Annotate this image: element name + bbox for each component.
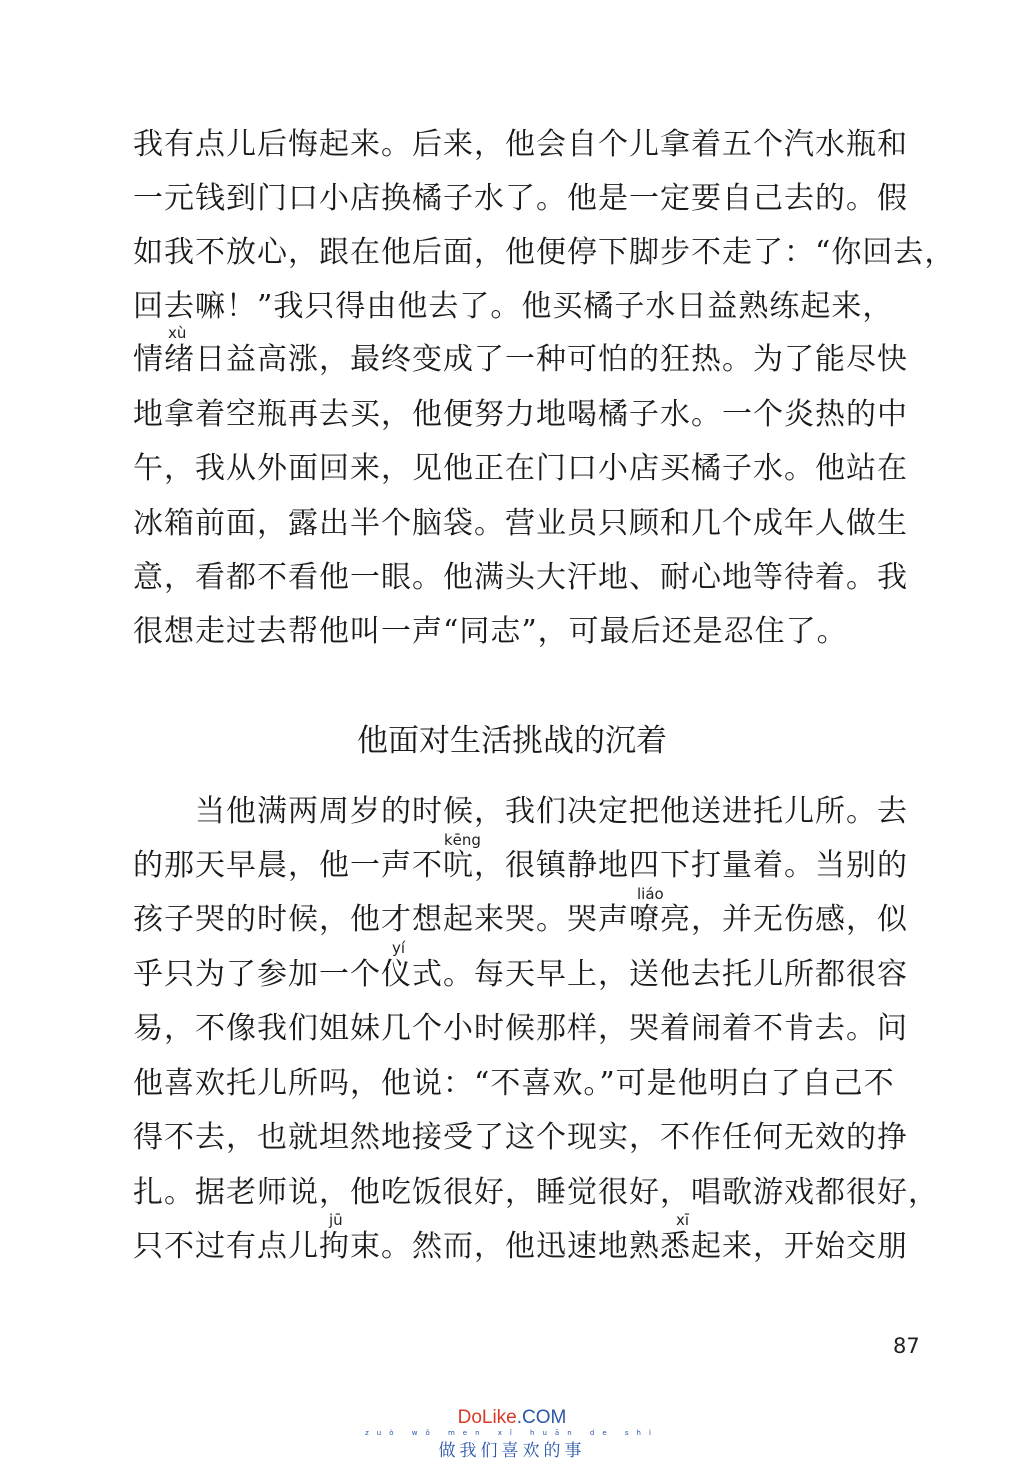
pinyin-annotation: yí <box>392 939 406 957</box>
text-line: 很想走过去帮他叫一声“同志”，可最后还是忍住了。 <box>133 614 848 649</box>
section-heading: 他面对生活挑战的沉着 <box>357 723 667 759</box>
brand-logo <box>0 1407 1024 1429</box>
text-line: 只不过有点儿拘束。然而，他迅速地熟悉起来，开始交朋 <box>133 1229 908 1264</box>
brand-domain: .COM <box>516 1407 567 1428</box>
text-line: 易，不像我们姐妹几个小时候那样，哭着闹着不肯去。问 <box>133 1011 908 1046</box>
text-line: 情绪日益高涨，最终变成了一种可怕的狂热。为了能尽快 <box>133 342 908 377</box>
pinyin-annotation: xù <box>168 324 187 342</box>
page-number: 87 <box>893 1334 920 1358</box>
text-line: 一元钱到门口小店换橘子水了。他是一定要自己去的。假 <box>133 181 908 216</box>
text-line: 得不去，也就坦然地接受了这个现实，不作任何无效的挣 <box>133 1120 908 1155</box>
text-line: 回去嘛！”我只得由他去了。他买橘子水日益熟练起来， <box>133 289 894 324</box>
brand-pinyin: zuò wǒ men xǐ huān de shì <box>365 1429 659 1437</box>
text-line: 他喜欢托儿所吗，他说：“不喜欢。”可是他明白了自己不 <box>133 1066 895 1101</box>
text-line: 午，我从外面回来，见他正在门口小店买橘子水。他站在 <box>133 451 908 486</box>
text-line: 当他满两周岁的时候，我们决定把他送进托儿所。去 <box>133 794 908 829</box>
text-line: 的那天早晨，他一声不吭，很镇静地四下打量着。当别的 <box>133 848 908 883</box>
text-line: 地拿着空瓶再去买，他便努力地喝橘子水。一个炎热的中 <box>133 397 908 432</box>
text-line: 如我不放心，跟在他后面，他便停下脚步不走了：“你回去， <box>133 235 956 270</box>
pinyin-annotation: kēng <box>444 831 481 849</box>
pinyin-annotation: jū <box>329 1211 343 1229</box>
text-line: 孩子哭的时候，他才想起来哭。哭声嘹亮，并无伤感，似 <box>133 902 908 937</box>
text-line: 扎。据老师说，他吃饭很好，睡觉很好，唱歌游戏都很好， <box>133 1175 939 1210</box>
text-line: 意，看都不看他一眼。他满头大汗地、耐心地等待着。我 <box>133 560 908 595</box>
brand-slogan: 做我们喜欢的事 <box>438 1441 586 1461</box>
text-line: 乎只为了参加一个仪式。每天早上，送他去托儿所都很容 <box>133 957 908 992</box>
brand-name: DoLike <box>457 1407 517 1428</box>
pinyin-annotation: xī <box>676 1211 690 1229</box>
text-line: 我有点儿后悔起来。后来，他会自个儿拿着五个汽水瓶和 <box>133 127 908 162</box>
pinyin-annotation: liáo <box>637 885 664 903</box>
text-line: 冰箱前面，露出半个脑袋。营业员只顾和几个成年人做生 <box>133 506 908 541</box>
